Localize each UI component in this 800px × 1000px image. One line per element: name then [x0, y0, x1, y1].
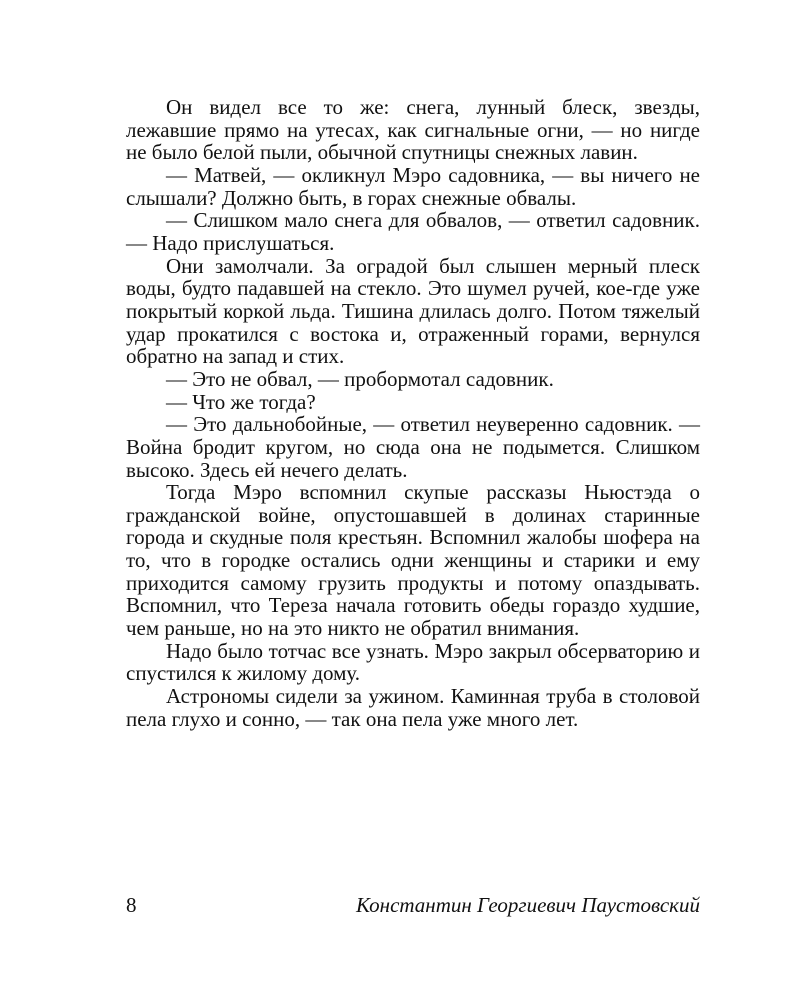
paragraph: Он видел все то же: снега, лунный блеск, звезды, лежавшие прямо на утесах, как сигнальные огни, — но нигде не было белой пыли, обычной спутницы снежных лавин.: [126, 95, 700, 165]
page-number: 8: [126, 893, 137, 917]
paragraph: — Это не обвал, — пробормотал садовник.: [166, 366, 554, 391]
page-footer: [126, 892, 700, 918]
paragraph: Надо было тотчас все узнать. Мэро закрыл обсерваторию и спустился к жилому дому.: [126, 638, 700, 686]
paragraph: Тогда Мэро вспомнил скупые рассказы Ньюстэда о гражданской войне, опустошавшей в долинах старинные города и скудные поля крестьян. Вспомнил жалобы шофера на то, что в городке остались одни женщины и старики и ему приходится самому грузить продукты и потому опаздывать. Вспомнил, что Тереза начала готовить обеды гораздо худшие, чем раньше, но на это никто не обратил внимания.: [126, 480, 700, 641]
paragraph: — Это дальнобойные, — ответил неуверенно садовник. — Война бродит кругом, но сюда она не подымется. Слишком высоко. Здесь ей нечего делать.: [126, 412, 700, 482]
body-text: [126, 96, 700, 730]
running-title-author: Константин Георгиевич Паустовский: [356, 893, 700, 917]
paragraph: — Что же тогда?: [166, 389, 316, 414]
paragraph: — Слишком мало снега для обвалов, — ответил садовник. — Надо прислушаться.: [126, 208, 700, 255]
paragraph: Они замолчали. За оградой был слышен мерный плеск воды, будто падавшей на стекло. Это шумел ручей, кое-где уже покрытый коркой льда. Тишина длилась долго. Потом тяжелый удар прокатился с востока и, отраженный горами, вернулся обратно на запад и стих.: [126, 253, 700, 369]
paragraph: — Матвей, — окликнул Мэро садовника, — вы ничего не слышали? Должно быть, в горах снежные обвалы.: [126, 162, 700, 210]
paragraph: Астрономы сидели за ужином. Каминная труба в столовой пела глухо и сонно, — так она пела уже много лет.: [126, 684, 700, 731]
